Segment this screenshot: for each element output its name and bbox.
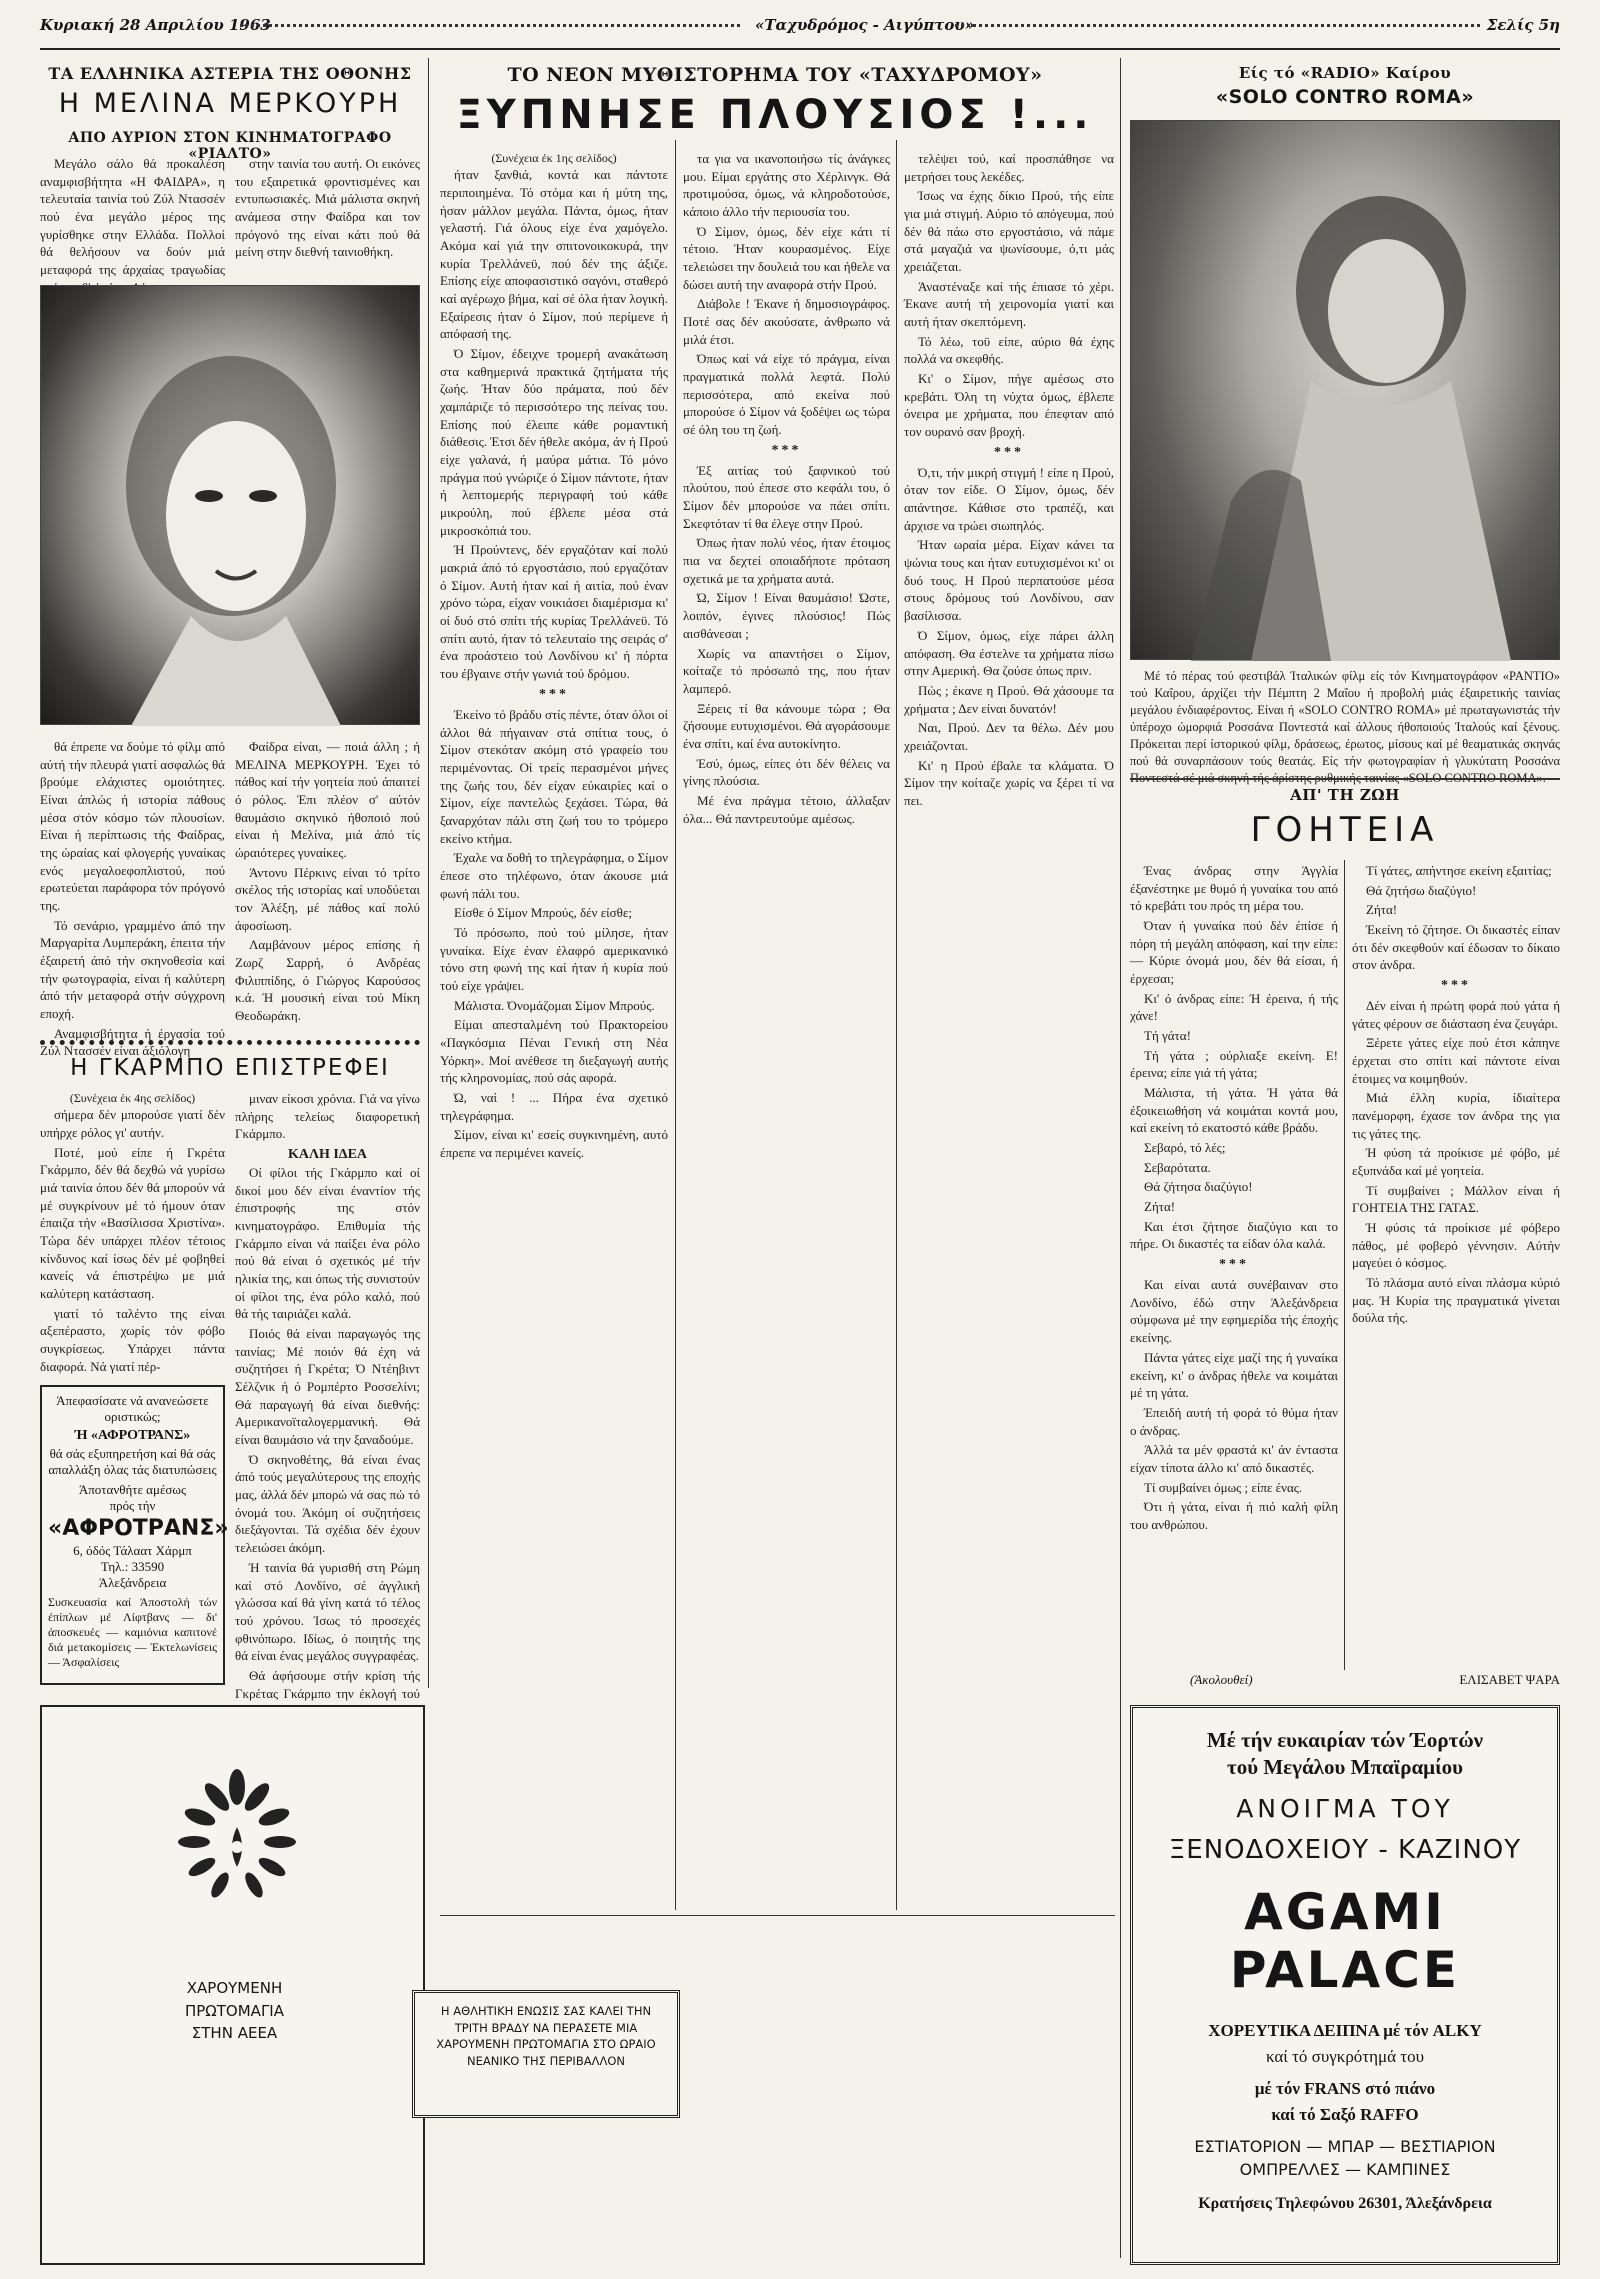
garbo-text: μιναν είκοσι χρόνια. Γιά να γίνω πλήρης τελείως διαφορετική Γκάρμπο. ΚΑΛΗ ΙΔΕΑ Οί φίλοι τής Γκάρμπο καί οί δικοί μου δέν είναι έναντίον τής έπιστροφής της στόν κινηματογράφο. Επιθυμία τής Γκάρμπο είναι νά παίξει ένα ρόλο πού θά είναι ό σχετικός μέ τήν ηλικία της, και όπως τής συνιστούν οί φίλοι της, ένα ρόλο καλό, πού θά τής ταιριάζει καλά. Ποιός θά είναι παραγωγός της ταινίας; Μέ ποιόν θά έχη νά συζητήσει ή Γκρέτα; Ό Ντέηβιντ Σέλζνικ ή ό Ρομπέρτο Ροσσελίνι; Θά παραγωγή θά είναι διεθνής: Αμερικανοϊταλογερμανική. Θά είναι θαυμάσιο νά την ξαναδούμε. Ό σκηνοθέτης, θά είναι ένας άπό τούς μεγαλύτερους της εποχής μας, άλλά δέν μπορώ νά σας πώ τό όνομά του. Άκόμη οί συζητήσεις διεξάγονται. Τά σχέδια δέν έχουν τελειώσει άκόμη. Ή ταινία θά γυρισθή στη Ρώμη καί στό Λονδίνο, σέ άγγλική γλώσσα καί θά γίνη κατά τό τέλος τού χρόνου. Ίσως τό προσεχές φθινόπωρο. Ιδίως, ό ποιητής της θά είναι ένας μεγάλος συγγραφέας. Θά άφήσουμε στήν κρίση τής Γκρέτας Γκάρμπο την έκλογή τού xyxy=(235,1091,420,1701)
ad-address: 6, όδός Τάλαατ Χάρμπ xyxy=(73,1543,192,1558)
novel-bottom-rule xyxy=(440,1915,1115,1916)
column-rule xyxy=(428,58,429,1688)
ad-line: Κρατήσεις Τηλεφώνου 26301, Άλεξάνδρεια xyxy=(1198,2195,1492,2212)
section-divider xyxy=(40,1040,420,1046)
paper-name: «Ταχυδρόμος - Αιγύπτου» xyxy=(755,16,975,34)
agami-palace-name: AGAMI PALACE xyxy=(1229,1883,1461,1999)
athletic-union-notice: Η ΑΘΛΗΤΙΚΗ ΕΝΩΣΙΣ ΣΑΣ ΚΑΛΕΙ ΤΗΝ ΤΡΙΤΗ ΒΡΑΔΥ ΝΑ ΠΕΡΑΣΕΤΕ ΜΙΑ ΧΑΡΟΥΜΕΝΗ ΠΡΩΤΟΜΑΓΙΑ ΣΤΟ ΩΡΑΙΟ ΝΕΑΝΙΚΟ ΤΗΣ ΠΕΡΙΒΑΛΛΟΝ xyxy=(412,1990,680,2118)
ad-line: μέ τόν FRANS στό πιάνο xyxy=(1254,2079,1436,2098)
melina-text: θά έπρεπε να δούμε τό φίλμ από αύτή τήν πλευρά γιατί ασφαλώς θά βρούμε ελάχιστες ομοιότητες. Είναι άπλώς ή ιστορία πάθους μέσα στόν κόσμο τών πλουσίων. Είναι ή περίπτωσις τής Φαίδρας, της ώραίας καί φλογερής γυναίκας ενός μεγαλοεφοπλιστού, πού ερωτεύεται παράφορα τόν πρόγονό της. Τό σενάριο, γραμμένο άπό την Μαργαρίτα Λυμπεράκη, έπειτα τήν έξαιρετή άπό τήν σκηνοθεσία καί τήν φωτογραφία, είναι ή καλύτερη άπό τήν μεταφορά στήν σύγχρονη εποχή. Αναμφισβήτητα ή έργασία τού Ζύλ Ντασσέν είναι άξιόλογη xyxy=(40,739,225,1059)
ad-line: ΕΣΤΙΑΤΟΡΙΟΝ — ΜΠΑΡ — ΒΕΣΤΙΑΡΙΟΝ xyxy=(1194,2137,1496,2156)
wreath-icon xyxy=(162,1767,312,1937)
solo-photo xyxy=(1130,120,1560,660)
melina-text: Μεγάλο σάλο θά προκαλέση αναμφισβήτητα «Η ΦΑΙΔΡΑ», η τελευταία ταινία τού Ζύλ Ντασσέν πού ένα μεγάλο μέρος της γυρίσθηκε στην Ελλάδα. Πολλοί θά θελήσουν να δούν μιά μεταφορά της άρχαίας τραγωδίας xyxy=(40,156,225,278)
garbo-headline: Η ΓΚΑΡΜΠΟ ΕΠΙΣΤΡΕΦΕΙ xyxy=(70,1055,390,1081)
goiteia-author: ΕΛΙΣΑΒΕΤ ΨΑΡΑ xyxy=(1459,1672,1560,1687)
novel-kicker: ΤΟ ΝΕΟΝ ΜΥΘΙΣΤΟΡΗΜΑ ΤΟΥ «ΤΑΧΥΔΡΟΜΟΥ» xyxy=(507,64,1043,86)
melina-text: Φαίδρα είναι, — ποιά άλλη ; ή ΜΕΛΙΝΑ ΜΕΡΚΟΥΡΗ. Έχει τό πάθος καί τήν γοητεία πού άπαιτεί ό ρόλος. Έπι πλέον σ' αύτόν θαυμάσιο σκηνικό ήθοποιό πού είναι ή Μελίνα, μιά άπό τίς ώραιότερες γυναίκες. Άντονυ Πέρκινς είναι τό τρίτο σκέλος τής ιστορίας καί υποδύεται τον Άλέξη, μέ πάθος καί πολύ άφοσίωση. Λαμβάνουν μέρος επίσης ή Ζωρζ Σαρρή, ό Ανδρέας Φιλιππίδης, ό Γιώργος Καρούσος κ.ά. Ή μουσική είναι τού Μίκη Θεοδωράκη. xyxy=(235,739,420,1024)
ad-services: Συσκευασία καί Άποστολή τών έπίπλων μέ Λίφτβανς — δι' άποσκευές — καμιόνια καπιτονέ διά μετακομίσεις — Έκτελωνίσεις — Άσφαλίσεις xyxy=(48,1595,217,1669)
melina-kicker: ΤΑ ΕΛΛΗΝΙΚΑ ΑΣΤΕΡΙΑ ΤΗΣ ΟΘΟΝΗΣ xyxy=(48,64,412,83)
novel-column-3: τελέψει τού, καί προσπάθησε να μετρήσει τους λεκέδες. Ίσως να έχης δίκιο Πρού, τής είπε για μιά στιγμή. Αύριο τό απόγευμα, πού δέν θά πάω στο εργοστάσιο, νά πάμε στά μαγαζιά να ψωνίσουμε, ό,τι μάς χρειάζεται. Άναστέναξε καί τής έπιασε τό χέρι. Έκανε αυτή τή χειρονομία γιατί και αυτή ήταν σκεπτόμενη. Τό λέω, τοϋ είπε, αύριο θά έχης πολλά να σκεφθής. Κι' ο Σίμον, πήγε αμέσως στο κρεβάτι. Όλη τη νύχτα όμως, έβλεπε όνειρα με χρήματα, που έπεφταν από τον ουρανό σαν βροχή. *** Ό,τι, τήν μικρή στιγμή ! είπε η Πρού, όταν τον είδε. Ο Σίμον, όμως, δέν απάντησε. Κάθισε στο τραπέζι, και άρχισε να τρώει σιωπηλός. Ήταν ωραία μέρα. Είχαν κάνει τα ψώνια τους και ήταν ευτυχισμένοι κι' οι δυό τους. Η Πρού περπατούσε μέσα στους δρόμους τού Λονδίνου, σαν βασίλισσα. Ό Σίμον, όμως, είχε πάρει άλλη απόφαση. Θα έστελνε τα χρήματα πίσω στην Αμερική. Θα ζούσε όπως πριν. Πώς ; έκανε η Πρού. Θά χάσουμε τα χρήματα ; Δεν είναι δυνατόν! Ναι, Πρού. Δεν τα θέλω. Δέν μου χρειάζονται. Κι' η Πρού έβαλε τα κλάματα. Ό Σίμον την κοίταζε χωρίς να ξέρει τί να πει. xyxy=(904,151,1114,808)
mayday-text: ΧΑΡΟΥΜΕΝΗ ΠΡΩΤΟΜΑΓΙΑ ΣΤΗΝ ΑΕΕΑ xyxy=(184,1979,284,2042)
melina-subheading: ΑΠΟ ΑΥΡΙΟΝ ΣΤΟΝ ΚΙΝΗΜΑΤΟΓΡΑΦΟ «ΡΙΑΛΤΟ» xyxy=(68,130,392,162)
solo-caption: Μέ τό πέρας τού φεστιβάλ Ίταλικών φίλμ είς τόν Κινηματογράφον «ΡΑΝΤΙΟ» τού Καΐρου, άρχίζει τήν Πέμπτη 2 Μαΐου ή προβολή μιάς έξαιρετικής ταινίας μεγάλου ένδιαφέροντος. Είναι ή «SOLO CONTRO ROMA» μέ πρωταγωνιστάς τήν ύπέροχο ώμορφιά Ροσσάνα Ποντεστά καί άλλους ήθοποιούς Ίταλούς καί ξένους. Πρόκειται περί ίστορικού φίλμ, δράσεως, έρωτος, μίσους καί μέ θεαματικάς σκηνάς πού θά συναρπάσουν τούς θεατάς. Είς τήν φωτογραφίαν ή γλυκύτατη Ροσσάνα xyxy=(1130,669,1560,768)
goiteia-text: Τί γάτες, απήντησε εκείνη εξαιτίας; Θά ζητήσω διαζύγιο! Ζήτα! Έκείνη τό ζήτησε. Οι δικαστές είπαν ότι δέν σκεφθούν καί έδωσαν το δίκαιο στον άνδρα. *** Δέν είναι ή πρώτη φορά πού γάτα ή γάτες φέρουν σε διάσταση ένα ζευγάρι. Ξέρετε γάτες είχε πού έτσι κάπηνε έρχεται στο σπίτι καί πάντοτε είναι έτοιμες να κοιμηθούν. Μιά έλλη κυρία, ίδιαίτερα πανέμορφη, έχασε τον άνδρα της για τις γάτες της. Ή φύση τά προίκισε μέ φόβο, μέ εξυπνάδα καί μέ γοητεία. Τί συμβαίνει ; Μάλλον είναι ή ΓΟΗΤΕΙΑ ΤΗΣ ΓΑΤΑΣ. Ή φύσις τά προίκισε μέ φόβερο πάθος, μέ φοβερό γέννησιν. Αύτήν μαγεύει ό κόσμος. Τό πλάσμα αυτό είναι πλάσμα κύριό μας. Ή Κυρία της πραγματικά γίνεται δούλα τής. xyxy=(1352,863,1560,1326)
column-rule xyxy=(896,140,897,1910)
issue-date: Κυριακή 28 Απριλίου 1963 xyxy=(40,16,271,34)
masthead-dots-right xyxy=(955,24,1480,28)
ad-line: τού Μεγάλου Μπαϊραμίου xyxy=(1227,1755,1463,1779)
ad-line: ΧΟΡΕΥΤΙΚΑ ΔΕΙΠΝΑ μέ τόν ALKY xyxy=(1208,2021,1482,2040)
masthead xyxy=(40,8,1560,50)
masthead-dots-left xyxy=(240,24,740,28)
ad-line: ΟΜΠΡΕΛΛΕΣ — ΚΑΜΠΙΝΕΣ xyxy=(1239,2160,1451,2179)
column-rule xyxy=(1344,860,1345,1670)
section-stars: *** xyxy=(1441,978,1471,994)
ad-line: καί τό συγκρότημά του xyxy=(1265,2047,1425,2066)
section-divider xyxy=(1130,778,1560,780)
ad-line: ΞΕΝΟΔΟΧΕΙΟΥ - ΚΑΖΙΝΟΥ xyxy=(1168,1835,1522,1865)
ad-line: θά σάς εξυπηρετήση καί θά σάς απαλλάξη όλας τάς διατυπώσεις xyxy=(48,1445,217,1477)
novel-column-1: (Συνέχεια έκ 1ης σελίδος) ήταν ξανθιά, κοντά και πάντοτε περιποιημένα. Τό στόμα και ή μύτη της, ήσαν μάλλον μεγάλα. Πάντα, όμως, ήταν γελαστή. Γιά όλους είχε ένα χαμόγελο. Ακόμα καί γιά την σπιτονοικοκυρά, την κυρία Τρελλάνεϋ, πού δέν της άξιζε. Επίσης είχε αποφασιστικό σαγόνι, σταθερό καί αγέρωχο βήμα, καί σέ όλα ήταν λογική. Εξαίρεσις ήταν ό Σίμον, πού περίμενε ή απόφασή της. Ό Σίμον, έδειχνε τρομερή ανακάτωση στα καθημερινά πρακτικά ζητήματα τής ζωής. Ήταν δύο πράματα, πού δέν χαμπάριζε τό περισσότερο της πείνας του. Επίσης πού έλειπε κάθε ρομαντική διάθεσις. Έτσι δέν ήθελε ακόμα, άν ή Πρού είχε γαλανά, ή μαύρα μάτια. Τό μόνο πράγμα πού γνώριζε ό Σίμον πάντοτε, ήταν ή λεπτομερής περιγραφή τού κάθε μικρούλη, πού έβλεπε μέσα στά μικροσκόπιά του. Ή Προύντενς, δέν εργαζόταν καί πολύ μακριά άπό τό εργοστάσιο, πού εργαζόταν ό Σίμον. Αυτή ήταν καί ή αιτία, πού έναν χρόνο τώρα, είχαν νοικιάσει διαμέρισμα κι' οί δυό στό σπίτι τής κυρίας Τρελλάνεϋ. Τό σπίτι αυτό, ήταν τό τελευταίο της σειράς σ' ένα προάστειο τού Λονδίνου κι' ή πόρτα του έβγαινε στήν γωνιά τού δρόμου. *** Έκείνο τό βράδυ στίς πέντε, όταν όλοι οί άλλοι θά πήγαιναν στά σπίτια τους, ό Σίμον στεκόταν ακόμη στό γραφείο του περιμένοντας. Οί τρείς περασμένοι μήνες της ζωής του, δέν είχαν εύκαιρίες καί ο Σίμον, είχε παντελώς ξεχάσει. Τώρα, θά ξαναρχόταν πάλι στη ζωή του το τρόμερο εκείνο κτήμα. Έχαλε να δοθή το τηλεγράφημα, ο Σίμον έπεσε στο τηλέφωνο, όταν άκουσε μιά φωνή πάλι του. Είσθε ό Σίμον Μπρούς, δέν είσθε; Τό πρόσωπο, πού τού μίλησε, ήταν γυναίκα. Είχε έναν έλαφρό αμερικανικό τόνο στη φωνή της καί ήταν ή κυρία πού τού είχε γράψει. Μάλιστα. Όνομάζομαι Σίμον Μπρούς. Είμαι απεσταλμένη τού Πρακτορείου «Παγκόσμια Πέναι Γενική στη Νέα Υόρκη». Μοί ανέθεσε τη διεξαγωγή αυτής τής κληρονομίας, πού σάς αφορά. Ώ, ναί ! ... Πήρα ένα σχετικό τηλεγράφημα. Σίμον, είναι κι' εσείς συγκινημένη, αυτό έπρεπε να περιμένει κανείς. xyxy=(440,151,668,1160)
ad-line: Ή «ΑΦΡΟΤΡΑΝΣ» xyxy=(74,1427,191,1443)
mayday-box xyxy=(40,1705,425,2265)
solo-headline: «SOLO CONTRO ROMA» xyxy=(1215,86,1475,108)
ad-line: Άποτανθήτε αμέσως xyxy=(78,1482,187,1497)
film-still-illustration xyxy=(1131,121,1561,661)
column-rule xyxy=(675,140,676,1910)
afrotrans-ad xyxy=(40,1385,229,1685)
ad-phone: Τηλ.: 33590 xyxy=(100,1559,165,1574)
garbo-text: (Συνέχεια έκ 4ης σελίδος) σήμερα δέν μπορούσε γιατί δέν υπήρχε ρόλος γι' αυτήν. Ποτέ, μού είπε ή Γκρέτα Γκάρμπο, δέν θά δεχθώ νά γυρίσω μιά ταινία όπου δέν θά μπορούν νά μέ συγκρίνουν μέ τό ήμουν όταν έπαιζα τήν «Βασίλισσα Χριστίνα». Τώρα δέν υπάρχει πλέον τέτοιος κίνδυνος καί ίσως δέν μέ φοβηθεί κανείς νά έπιστρέψω με μιά καλύτερη κατάσταση. γιατί τό ταλέντο της είναι αξεπέραστο, χωρίς τόν φόβο συγκρίσεως. Υπάρχει πάντα διαφορά. Νά γιατί πέρ- xyxy=(40,1091,225,1374)
section-stars: *** xyxy=(771,442,802,458)
ad-line: Άπεφασίσατε νά ανανεώσετε οριστικώς; xyxy=(56,1393,209,1425)
melina-text: στην ταινία του αυτή. Οι εικόνες του εξαιρετικά φροντισμένες και εντυπωσιακές. Μιά μάλιστα σκηνή ανάμεσα στην Φαίδρα και τον πρόγονό της είναι κάτι πού θά μείνη στην διεθνή ταινιοθήκη. xyxy=(235,156,420,260)
goiteia-headline: ΓΟΗΤΕΙΑ xyxy=(1250,810,1440,850)
ad-line: Μέ τήν ευκαιρίαν τών Έορτών xyxy=(1206,1728,1484,1752)
goiteia-continued: (Άκολουθεί) xyxy=(1190,1672,1253,1687)
portrait-illustration xyxy=(41,286,421,726)
novel-column-2: τα για να ικανοποιήσω τίς άνάγκες μου. Είμαι εργάτης στο Χέρλινγκ. Θά προτιμούσα, όμως, νά κληροδοτούσε, κάποιο άλλο τήν περιουσία του. Ό Σίμον, όμως, δέν είχε κάτι τί τέτοιο. Ήταν κουρασμένος. Είχε τελειώσει την δουλειά του και ήθελε να δώσει αυτή την αναφορά στήν Πρού. Διάβολε ! Έκανε ή δημοσιογράφος. Ποτέ σας δέν ακούσατε, άνθρωπο νά μιλά έτσι. Όπως καί νά είχε τό πράγμα, είναι πραγματικά πολλά λεφτά. Πολύ περισσότερα, από εκείνα πού μπορούσε ό Σίμον νά ξοδέψει ως τώρα σέ όλη του τη ζωή. *** Έξ αιτίας τού ξαφνικού τού πλούτου, πού έπεσε στο κεφάλι του, ό Σίμον δέν μπορούσε να πάει σπίτι. Σκεφτόταν τί θα έλεγε στην Πρού. Όπως ήταν πολύ νέος, ήταν έτοιμος πια να δεχτεί οποιαδήποτε πρόταση σχετικά με τα χρήματα αυτά. Ώ, Σίμον ! Είναι θαυμάσιο! Ώστε, λοιπόν, έγινες πλούσιος! Πώς αισθάνεσαι ; Χωρίς να απαντήσει ο Σίμον, κοίταζε τό πρόσωπό της, που ήταν λαμπερό. Ξέρεις τί θα κάνουμε τώρα ; Θα ζήσουμε ευτυχισμένοι. Θά αγοράσουμε ένα σπίτι, καί ένα αυτοκίνητο. Έσύ, όμως, είπες ότι δέν θέλεις να γίνης πλούσια. Μέ ένα πράγμα τέτοιο, άλλαξαν όλα... Θά παντρευτούμε αμέσως. xyxy=(683,151,890,826)
section-stars: *** xyxy=(1219,1257,1249,1273)
section-stars: *** xyxy=(994,444,1024,460)
ad-line: ΑΝΟΙΓΜΑ ΤΟΥ xyxy=(1236,1794,1454,1823)
page-number: Σελίς 5η xyxy=(1486,16,1560,34)
ad-city: Άλεξάνδρεια xyxy=(98,1575,167,1590)
agami-palace-ad xyxy=(1130,1705,1560,2265)
novel-headline: ΞΥΠΝΗΣΕ ΠΛΟΥΣΙΟΣ !... xyxy=(456,92,1094,138)
column-rule xyxy=(1120,58,1121,2258)
ad-line: καί τό Σαξό RAFFO xyxy=(1271,2105,1419,2124)
afrotrans-name: «ΑΦΡΟΤΡΑΝΣ» xyxy=(48,1516,229,1541)
goiteia-kicker: ΑΠ' ΤΗ ΖΩΗ xyxy=(1290,786,1400,804)
melina-headline: Η ΜΕΛΙΝΑ ΜΕΡΚΟΥΡΗ xyxy=(58,88,402,119)
solo-kicker: Είς τό «RADIO» Καίρου xyxy=(1238,64,1452,82)
melina-photo xyxy=(40,285,420,725)
goiteia-text: Ένας άνδρας στην Άγγλία έξανέστηκε με θυμό ή γυναίκα του από τό κρεβάτι του πρός τη μέρα του. Όταν ή γυναίκα πού δέν έπίσε ή πόρη τή μεγάλη απόφαση, καί την είπε: — Κύριε όνομά μου, δέν θά είσαι, ή έρχεσαι; Κι' ό άνδρας είπε: Ή έρεινα, ή τής χάνε! Τή γάτα! Τή γάτα ; ούρλιαξε εκείνη. Ε! έρεινα; είπε γιά τή γάτα; Μάλιστα, τή γάτα. Ή γάτα θά έξοικειωθήση νά κοιμάται κοντά μου, καί εκείνη τό εκατοστό κάθε βράδυ. Σεβαρό, τό λές; Σεβαρότατα. Θά ζήτησα διαζύγιο! Ζήτα! Και έτσι ζήτησε διαζύγιο και το πήρε. Οι δικαστές τα είδαν όλα καλά. *** Και είναι αυτά συνέβαιναν στο Λονδίνο, έδώ στην Άλεξάνδρεια σύμφωνα μέ την εφημερίδα τής έποχής εκείνης. Πάντα γάτες είχε μαζί της ή γυναίκα εκείνη, κι' ο άνδρας ήθελε να κοιμάται μέ τη γάτα. Έπειδή αυτή τή φορά τό θύμα ήταν ο άνδρας. Άλλά τα μέν φραστά κι' άν ένταστα είχαν τίποτα άλλο κι' από δικαστές. Τί συμβαίνει όμως ; είπε ένας. Ότι ή γάτα, είναι ή πιό καλή φίλη του ανθρώπου. xyxy=(1130,863,1338,1532)
ad-line: πρός τήν xyxy=(109,1498,156,1513)
section-stars: *** xyxy=(539,686,569,702)
